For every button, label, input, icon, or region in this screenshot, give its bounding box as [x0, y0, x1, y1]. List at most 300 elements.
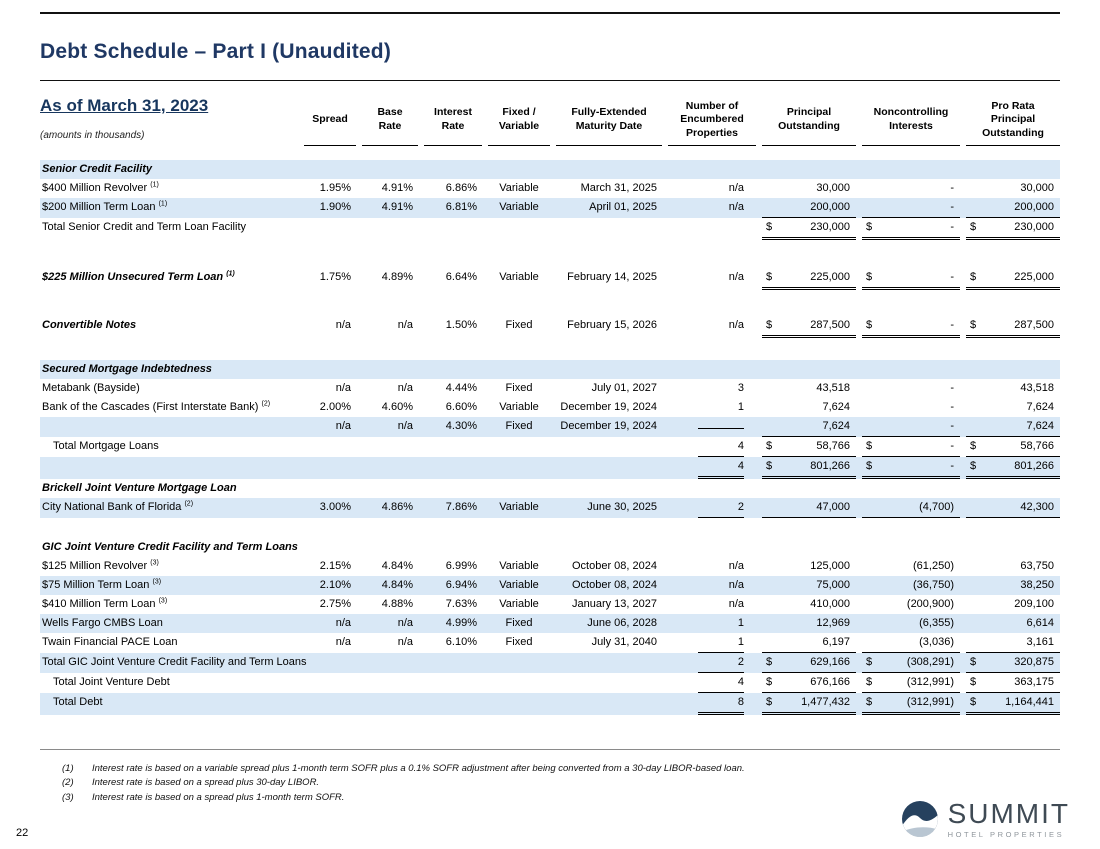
row-label: [40, 218, 298, 240]
cell-value: 225,000: [1014, 271, 1054, 284]
column-header-prorata: [966, 93, 1060, 146]
section-row: [40, 479, 1060, 498]
row-label-text: City National Bank of Florida: [42, 501, 182, 514]
cell-prorata: [966, 479, 1060, 498]
cell-rate: [424, 437, 482, 457]
cell-spread: [304, 218, 356, 240]
cell-fv: [488, 218, 550, 240]
cell-maturity: [556, 360, 662, 379]
column-header-line: Rate: [441, 120, 465, 133]
cell-rate: 6.99%: [445, 560, 477, 573]
footnote-ref: (2): [261, 400, 271, 408]
cell-props: [668, 379, 756, 398]
cell-props: [668, 498, 756, 518]
cell-base: [362, 360, 418, 379]
dollar-sign: $: [970, 271, 977, 284]
cell-prorata: [966, 218, 1060, 240]
cell-maturity: [556, 653, 662, 673]
cell-rate: 1.50%: [445, 319, 477, 332]
cell-value: 125,000: [810, 560, 850, 573]
cell-principal: [762, 268, 856, 290]
cell-spread: [304, 653, 356, 673]
page-title: Debt Schedule – Part I (Unaudited): [40, 40, 392, 63]
cell-principal: [762, 316, 856, 338]
cell-prorata: [966, 316, 1060, 338]
cell-spread: n/a: [335, 319, 351, 332]
cell-principal: [762, 398, 856, 417]
cell-value: 6,614: [1026, 617, 1054, 630]
cell-rate: 7.86%: [445, 501, 477, 514]
column-header-line: Outstanding: [778, 120, 840, 133]
dollar-sign: $: [970, 440, 977, 453]
row-label-text: Total Senior Credit and Term Loan Facility: [42, 221, 247, 234]
logo-text: [947, 797, 1070, 839]
cell-maturity: June 06, 2028: [587, 617, 657, 630]
cell-rate: 6.10%: [445, 636, 477, 649]
footnote-ref: (1): [226, 270, 235, 278]
row-label-text: Total Joint Venture Debt: [53, 676, 170, 689]
dollar-sign: $: [766, 271, 773, 284]
cell-maturity: January 13, 2027: [571, 598, 657, 611]
cell-noncontrolling: [862, 673, 960, 693]
cell-noncontrolling: [862, 653, 960, 673]
section-row: [40, 538, 1060, 557]
column-header-line: Noncontrolling: [873, 106, 949, 119]
debt-table: [40, 93, 1060, 715]
asof-block: [40, 93, 298, 146]
debt-table-body: [40, 160, 1060, 715]
cell-principal: [762, 538, 856, 557]
cell-value: 47,000: [816, 501, 850, 514]
cell-rate: 6.86%: [445, 182, 477, 195]
column-header-line: Outstanding: [982, 126, 1044, 139]
cell-maturity: [556, 437, 662, 457]
cell-fv: Fixed: [505, 319, 533, 332]
cell-props: [668, 693, 756, 715]
row-label: [40, 673, 298, 693]
table-row: [40, 633, 1060, 653]
cell-principal: [762, 557, 856, 576]
column-header-line: Number of: [685, 99, 739, 112]
cell-props: [668, 673, 756, 693]
column-header-line: Encumbered: [680, 113, 744, 126]
cell-spread: n/a: [335, 617, 351, 630]
cell-noncontrolling: [862, 633, 960, 653]
cell-noncontrolling: [862, 538, 960, 557]
cell-value: 30,000: [816, 182, 850, 195]
spacer-row: [40, 240, 1060, 268]
cell-value: 287,500: [1014, 319, 1054, 332]
cell-principal: [762, 218, 856, 240]
column-header-noncontrolling: [862, 93, 960, 146]
cell-value: 230,000: [1014, 221, 1054, 234]
cell-prorata: [966, 417, 1060, 437]
column-header-fv: [488, 93, 550, 146]
cell-value: -: [950, 201, 954, 214]
cell-fv: Variable: [499, 182, 539, 195]
cell-value: -: [950, 440, 954, 453]
section-row: [40, 360, 1060, 379]
column-header-line: Rate: [378, 120, 402, 133]
cell-value: 3,161: [1026, 636, 1054, 649]
cell-value: (3,036): [919, 636, 954, 649]
cell-base: n/a: [397, 382, 413, 395]
footnote-ref: (2): [184, 500, 194, 508]
cell-base: n/a: [397, 617, 413, 630]
cell-value: 43,518: [816, 382, 850, 395]
dollar-sign: $: [766, 319, 773, 332]
cell-fv: Fixed: [505, 617, 533, 630]
cell-base: 4.84%: [381, 560, 413, 573]
cell-principal: [762, 457, 856, 479]
cell-spread: 3.00%: [319, 501, 351, 514]
cell-rate: 6.94%: [445, 579, 477, 592]
cell-maturity: [556, 673, 662, 693]
dollar-sign: $: [970, 696, 977, 709]
spacer-row: [40, 290, 1060, 316]
table-row: [40, 398, 1060, 417]
cell-spread: 2.10%: [319, 579, 351, 592]
cell-value: 200,000: [1014, 201, 1054, 214]
row-label-text: Twain Financial PACE Loan: [42, 636, 178, 649]
dollar-sign: $: [766, 440, 773, 453]
cell-prorata: [966, 437, 1060, 457]
row-label-text: Total Mortgage Loans: [53, 440, 159, 453]
cell-props: [668, 633, 756, 653]
cell-value: -: [950, 460, 954, 473]
dollar-sign: $: [866, 460, 873, 473]
cell-value: 209,100: [1014, 598, 1054, 611]
dollar-sign: $: [766, 676, 773, 689]
cell-value: 7,624: [1026, 401, 1054, 414]
cell-props-value: 8: [698, 693, 744, 715]
table-row: [40, 316, 1060, 338]
cell-spread: n/a: [335, 636, 351, 649]
as-of-heading: As of March 31, 2023: [40, 96, 209, 115]
cell-fv: [488, 457, 550, 479]
cell-props: [668, 437, 756, 457]
table-row: [40, 693, 1060, 715]
dollar-sign: $: [866, 319, 873, 332]
spacer-row: [40, 518, 1060, 538]
cell-base: n/a: [397, 319, 413, 332]
cell-props-value: 4: [698, 437, 744, 457]
cell-maturity: February 15, 2026: [567, 319, 657, 332]
cell-maturity: July 01, 2027: [591, 382, 657, 395]
cell-fv: Fixed: [505, 382, 533, 395]
dollar-sign: $: [970, 319, 977, 332]
cell-prorata: [966, 614, 1060, 633]
cell-value: (312,991): [906, 676, 954, 689]
cell-value: (200,900): [906, 598, 954, 611]
cell-props: [668, 595, 756, 614]
cell-prorata: [966, 576, 1060, 595]
column-header-rate: [424, 93, 482, 146]
cell-props-value: n/a: [728, 319, 744, 332]
dollar-sign: $: [866, 221, 873, 234]
cell-spread: 2.75%: [319, 598, 351, 611]
dollar-sign: $: [970, 221, 977, 234]
cell-prorata: [966, 538, 1060, 557]
table-row: [40, 198, 1060, 218]
cell-fv: Variable: [499, 598, 539, 611]
cell-prorata: [966, 673, 1060, 693]
cell-principal: [762, 417, 856, 437]
row-label: [40, 693, 298, 715]
cell-rate: [424, 160, 482, 179]
cell-rate: 6.60%: [445, 401, 477, 414]
row-label: [40, 437, 298, 457]
row-label-text: GIC Joint Venture Credit Facility and Term Loans: [42, 541, 298, 554]
table-row: [40, 218, 1060, 240]
cell-noncontrolling: [862, 576, 960, 595]
cell-value: 7,624: [822, 420, 850, 433]
cell-props-value: 1: [737, 401, 744, 414]
table-row: [40, 179, 1060, 198]
cell-fv: [488, 437, 550, 457]
column-header-line: Principal: [990, 113, 1036, 126]
cell-base: 4.89%: [381, 271, 413, 284]
column-header-line: Interests: [889, 120, 933, 133]
row-label: [40, 179, 298, 198]
cell-value: 200,000: [810, 201, 850, 214]
cell-noncontrolling: [862, 498, 960, 518]
bottom-bar: [16, 799, 1070, 839]
cell-spread: 2.00%: [319, 401, 351, 414]
row-label: [40, 379, 298, 398]
column-header-principal: [762, 93, 856, 146]
row-label: [40, 538, 298, 557]
spacer-row: [40, 338, 1060, 360]
footnote-ref: (1): [150, 181, 159, 189]
cell-value: 287,500: [810, 319, 850, 332]
row-label-text: Secured Mortgage Indebtedness: [42, 363, 212, 376]
cell-base: 4.91%: [381, 182, 413, 195]
cell-base: 4.86%: [381, 501, 413, 514]
cell-value: -: [950, 221, 954, 234]
column-header-line: Principal: [786, 106, 832, 119]
cell-maturity: July 31, 2040: [591, 636, 657, 649]
cell-value: 43,518: [1020, 382, 1054, 395]
cell-principal: [762, 179, 856, 198]
cell-props-value: n/a: [728, 182, 744, 195]
cell-noncontrolling: [862, 218, 960, 240]
row-label: [40, 160, 298, 179]
cell-fv: Variable: [499, 401, 539, 414]
row-label: [40, 498, 298, 518]
cell-rate: [424, 457, 482, 479]
dollar-sign: $: [766, 221, 773, 234]
cell-value: (36,750): [913, 579, 954, 592]
table-row: [40, 417, 1060, 437]
cell-prorata: [966, 179, 1060, 198]
cell-value: 75,000: [816, 579, 850, 592]
cell-fv: Variable: [499, 201, 539, 214]
cell-spread: [304, 360, 356, 379]
cell-props: [668, 653, 756, 673]
dollar-sign: $: [970, 656, 977, 669]
row-label: [40, 595, 298, 614]
cell-rate: 6.64%: [445, 271, 477, 284]
cell-props: [668, 557, 756, 576]
cell-rate: [424, 360, 482, 379]
cell-rate: [424, 479, 482, 498]
row-label-text: Bank of the Cascades (First Interstate Bank): [42, 401, 259, 414]
cell-rate: 6.81%: [445, 201, 477, 214]
row-label: [40, 479, 298, 498]
cell-fv: [488, 160, 550, 179]
cell-base: [362, 693, 418, 715]
cell-value: -: [950, 182, 954, 195]
dollar-sign: $: [970, 460, 977, 473]
dollar-sign: $: [766, 696, 773, 709]
row-label-text: Total Debt: [53, 696, 103, 709]
cell-principal: [762, 379, 856, 398]
footnote-ref: (3): [152, 578, 162, 586]
cell-rate: 4.44%: [445, 382, 477, 395]
cell-fv: [488, 653, 550, 673]
cell-noncontrolling: [862, 398, 960, 417]
cell-principal: [762, 198, 856, 218]
row-label-text: $400 Million Revolver: [42, 182, 148, 195]
footnote-number: (1): [62, 763, 74, 775]
cell-prorata: [966, 693, 1060, 715]
cell-base: [362, 653, 418, 673]
cell-props-value: n/a: [728, 579, 744, 592]
row-label-text: $410 Million Term Loan: [42, 598, 156, 611]
column-header-line: Fully-Extended: [571, 106, 647, 119]
cell-value: 320,875: [1014, 656, 1054, 669]
row-label: [40, 614, 298, 633]
cell-base: [362, 538, 418, 557]
cell-spread: [304, 479, 356, 498]
cell-value: (308,291): [906, 656, 954, 669]
cell-base: [362, 457, 418, 479]
cell-props: [668, 179, 756, 198]
cell-value: -: [950, 319, 954, 332]
row-label: [40, 268, 298, 290]
cell-prorata: [966, 457, 1060, 479]
cell-principal: [762, 633, 856, 653]
row-label: [40, 398, 298, 417]
cell-props-value: 2: [698, 498, 744, 518]
cell-prorata: [966, 595, 1060, 614]
row-label-text: $200 Million Term Loan: [42, 201, 156, 214]
cell-value: 225,000: [810, 271, 850, 284]
row-label-text: $75 Million Term Loan: [42, 579, 150, 592]
footnote-ref: (1): [158, 200, 168, 208]
cell-maturity: October 08, 2024: [571, 579, 657, 592]
cell-principal: [762, 673, 856, 693]
cell-value: -: [950, 271, 954, 284]
cell-value: (312,991): [906, 696, 954, 709]
cell-noncontrolling: [862, 160, 960, 179]
cell-value: 58,766: [1020, 440, 1054, 453]
cell-value: -: [950, 401, 954, 414]
column-header-line: Fixed /: [502, 106, 536, 119]
footnote-divider: [40, 749, 1060, 750]
cell-principal: [762, 595, 856, 614]
cell-base: 4.84%: [381, 579, 413, 592]
column-header-props: [668, 93, 756, 146]
cell-maturity: [556, 693, 662, 715]
cell-noncontrolling: [862, 417, 960, 437]
cell-noncontrolling: [862, 179, 960, 198]
cell-value: 12,969: [816, 617, 850, 630]
cell-fv: [488, 693, 550, 715]
cell-value: 7,624: [822, 401, 850, 414]
cell-value: (4,700): [919, 501, 954, 514]
cell-value: 676,166: [810, 676, 850, 689]
cell-props: [668, 268, 756, 290]
cell-props: [668, 614, 756, 633]
cell-noncontrolling: [862, 479, 960, 498]
section-row: [40, 160, 1060, 179]
cell-fv: Fixed: [505, 420, 533, 433]
cell-spread: 1.90%: [319, 201, 351, 214]
cell-prorata: [966, 557, 1060, 576]
cell-rate: 7.63%: [445, 598, 477, 611]
cell-fv: Variable: [499, 560, 539, 573]
column-header-spread: [304, 93, 356, 146]
cell-noncontrolling: [862, 360, 960, 379]
cell-maturity: March 31, 2025: [580, 182, 657, 195]
row-label: [40, 198, 298, 218]
dollar-sign: $: [970, 676, 977, 689]
cell-props: [668, 398, 756, 417]
table-row: [40, 557, 1060, 576]
footnote-text: Interest rate is based on a spread plus 1-month term SOFR.: [92, 791, 345, 803]
cell-prorata: [966, 160, 1060, 179]
cell-fv: [488, 360, 550, 379]
table-row: [40, 576, 1060, 595]
cell-prorata: [966, 198, 1060, 218]
footnote-ref: (3): [158, 597, 168, 605]
cell-value: 1,164,441: [1005, 696, 1054, 709]
cell-prorata: [966, 268, 1060, 290]
cell-noncontrolling: [862, 379, 960, 398]
row-label-text: $225 Million Unsecured Term Loan: [42, 271, 224, 284]
dollar-sign: $: [866, 676, 873, 689]
cell-props-value: n/a: [728, 560, 744, 573]
table-row: [40, 614, 1060, 633]
table-row: [40, 498, 1060, 518]
column-header-line: Variable: [498, 120, 540, 133]
cell-fv: [488, 479, 550, 498]
cell-value: 1,477,432: [801, 696, 850, 709]
cell-value: 38,250: [1020, 579, 1054, 592]
cell-maturity: [556, 160, 662, 179]
cell-base: 4.91%: [381, 201, 413, 214]
cell-fv: Fixed: [505, 636, 533, 649]
column-header-line: Pro Rata: [991, 99, 1035, 112]
row-label: [40, 457, 298, 479]
cell-spread: [304, 693, 356, 715]
row-label: [40, 576, 298, 595]
cell-rate: 4.99%: [445, 617, 477, 630]
column-header-line: Properties: [686, 126, 738, 139]
dollar-sign: $: [866, 696, 873, 709]
cell-maturity: June 30, 2025: [587, 501, 657, 514]
column-header-line: Spread: [312, 113, 348, 126]
page-number: 22: [16, 827, 29, 839]
cell-props: [668, 479, 756, 498]
cell-fv: Variable: [499, 271, 539, 284]
column-header-line: Maturity Date: [575, 120, 643, 133]
footnote-ref: (3): [150, 559, 159, 567]
cell-props-value: n/a: [728, 271, 744, 284]
cell-noncontrolling: [862, 614, 960, 633]
